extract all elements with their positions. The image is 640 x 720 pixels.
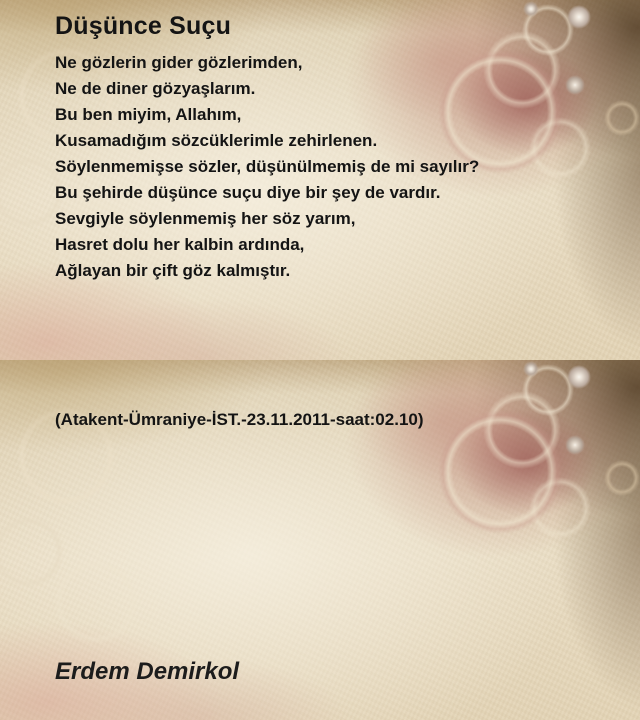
- poem-author: Erdem Demirkol: [55, 658, 240, 685]
- poem-line: Kusamadığım sözcüklerimle zehirlenen.: [55, 131, 378, 150]
- poem-line: Söylenmemişse sözler, düşünülmemiş de mi sayılır?: [55, 157, 480, 176]
- poem-title: Düşünce Suçu: [55, 12, 232, 40]
- poem-line: Ne de diner gözyaşlarım.: [55, 79, 256, 98]
- poem-footnote-location-date: (Atakent-Ümraniye-İST.-23.11.2011-saat:02.10): [55, 410, 424, 429]
- poem-line: Hasret dolu her kalbin ardında,: [55, 235, 305, 254]
- poem-body: [55, 50, 479, 284]
- poem-line: Bu şehirde düşünce suçu diye bir şey de vardır.: [55, 183, 441, 202]
- poem-line: Ne gözlerin gider gözlerimden,: [55, 53, 303, 72]
- poem-line: Ağlayan bir çift göz kalmıştır.: [55, 261, 291, 280]
- poem-line: Sevgiyle söylenmemiş her söz yarım,: [55, 209, 356, 228]
- poem-line: Bu ben miyim, Allahım,: [55, 105, 242, 124]
